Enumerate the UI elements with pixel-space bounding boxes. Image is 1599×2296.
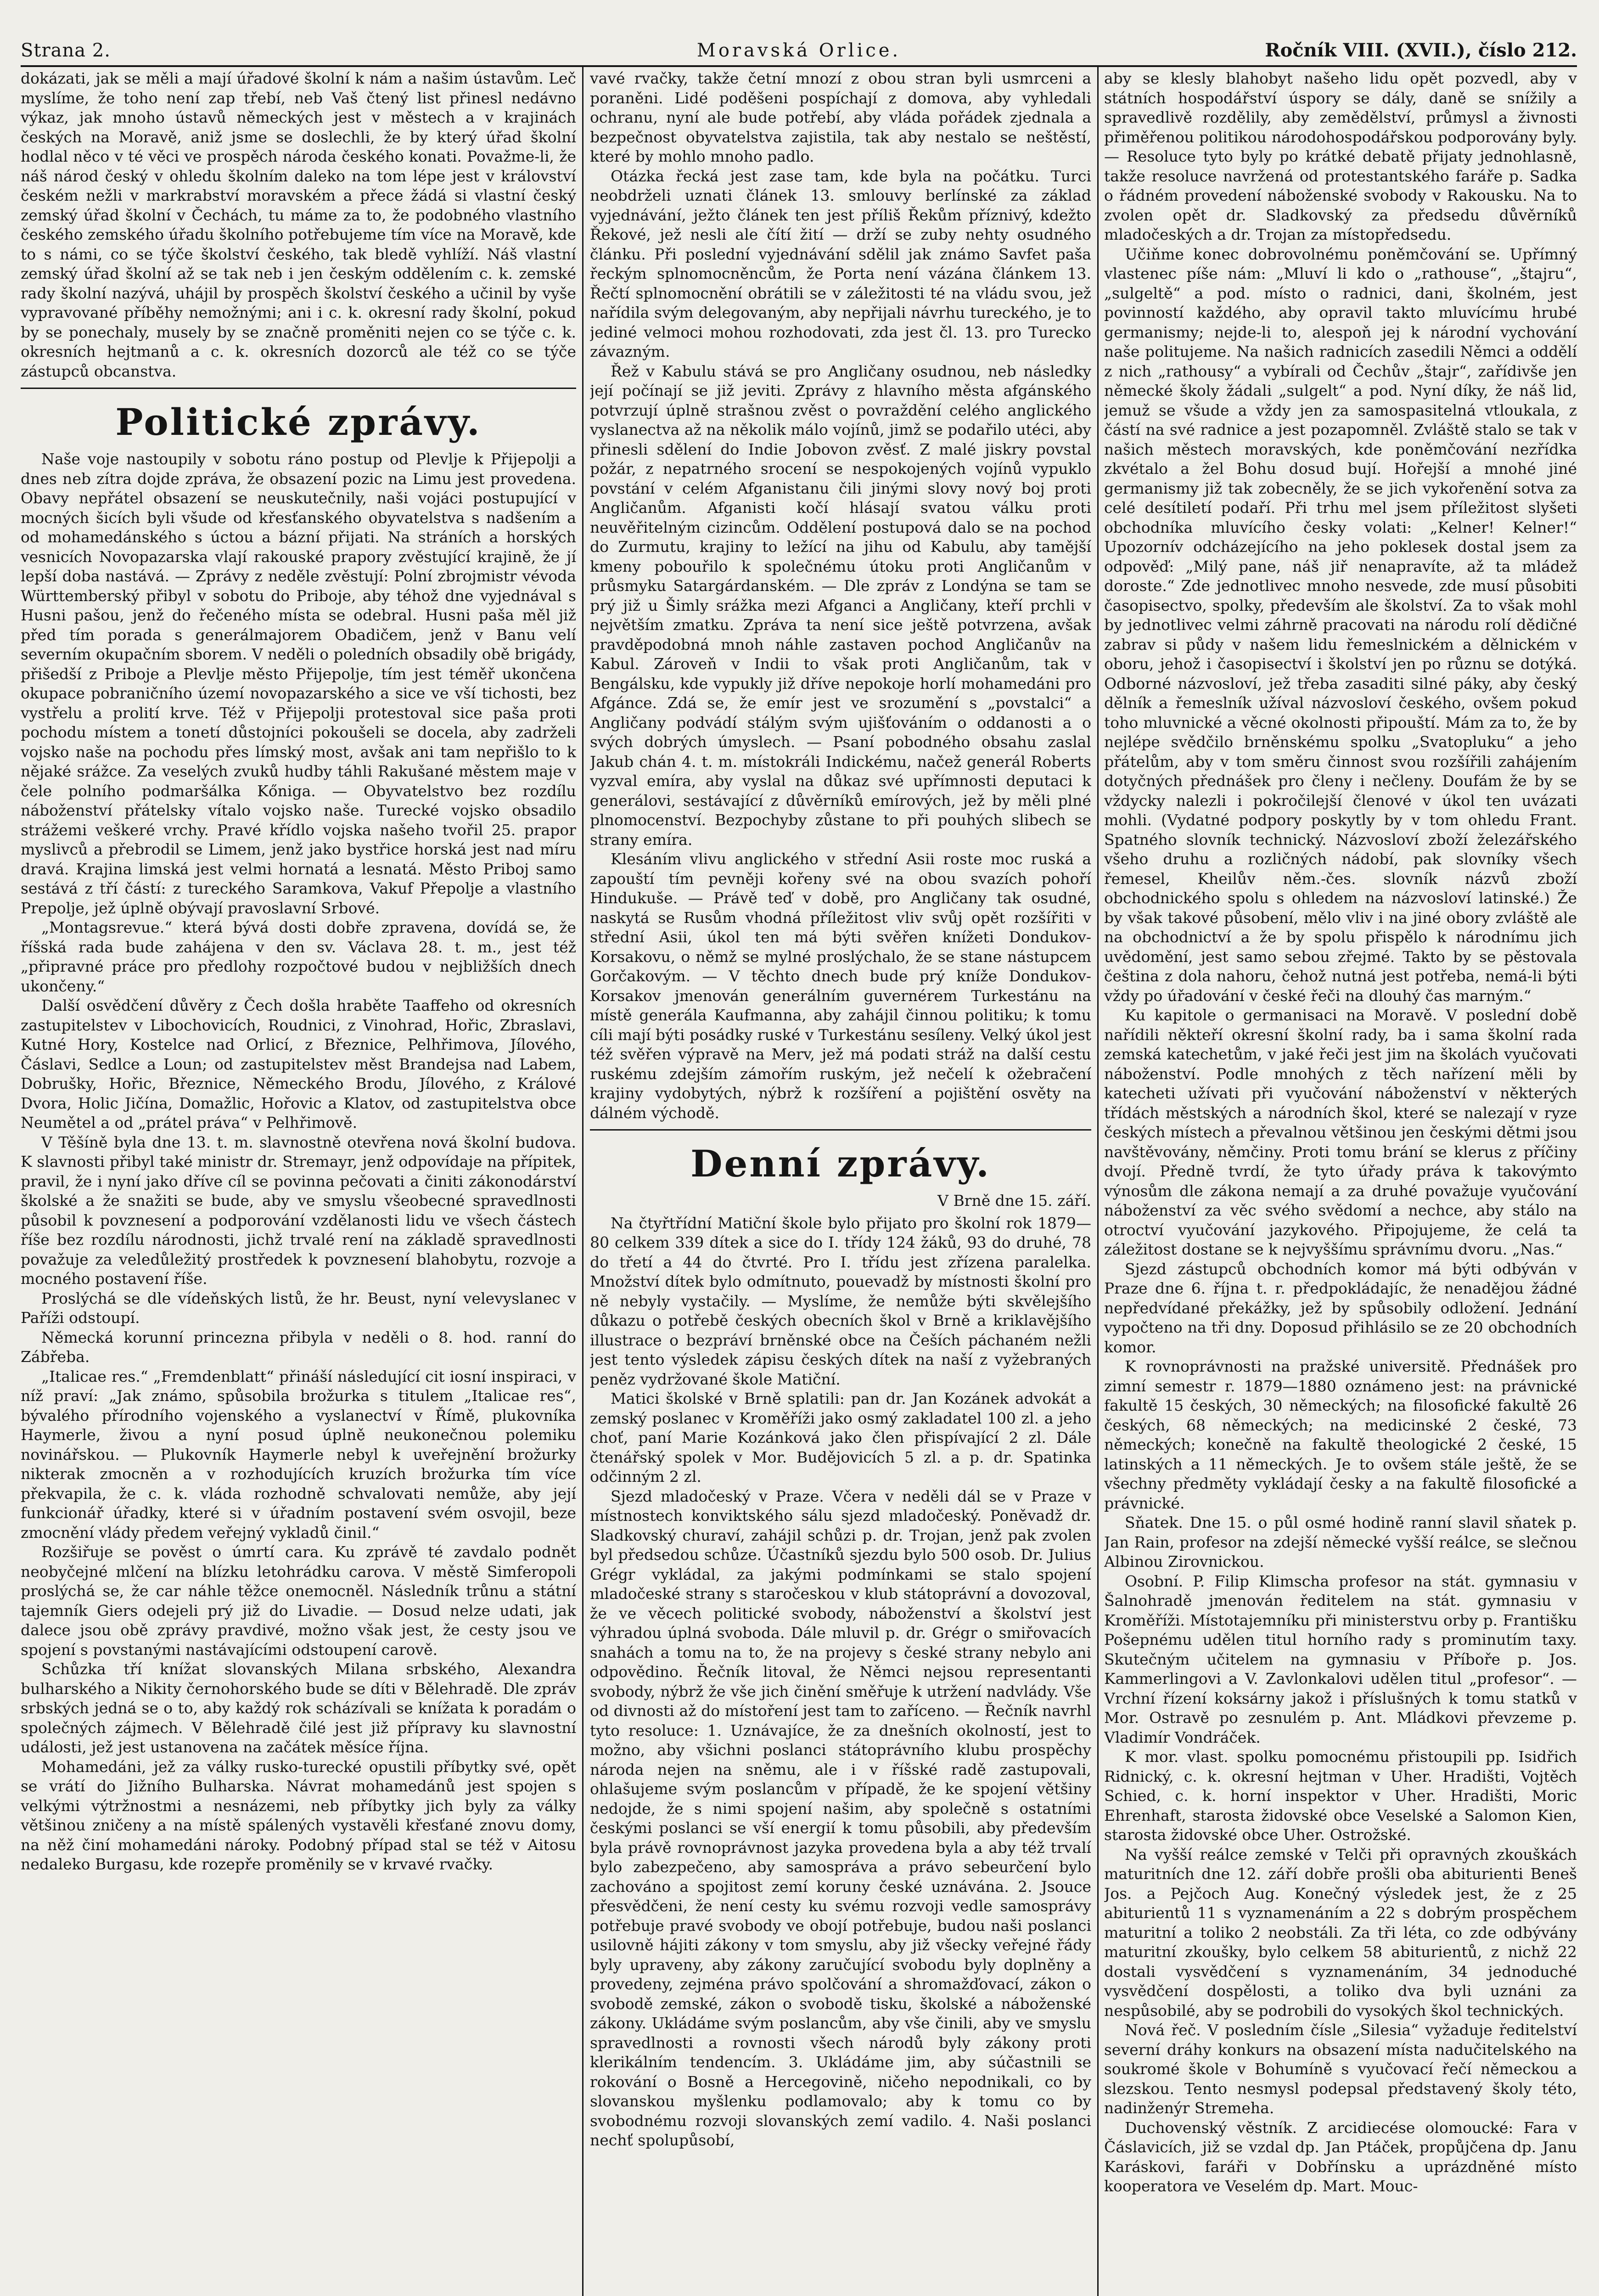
article-paragraph: Sjezd mladočeský v Praze. Včera v neděli dál se v Praze v místnostech konviktského sálu sjezd mladočeský. Poněvadž dr. Sladkovský churaví, zahájil schůzi p. dr. Trojan, jenž pak zvolen byl předsedou schůze. Účastníků sjezdu bylo 500 osob. Dr. Julius Grégr vykládal, za jakými podmínkami se stalo spojení mladočeské strany s staročeskou v klub státoprávní a dovozoval, že ve věcech politické svobody, náboženství a školství jest výhradou úplná svoboda. Dále mluvil p. dr. Grégr o smiřovacích snahách a tomu na to, že na projevy s české strany nebylo ani odpovědino. Řečník litoval, že Němci nejsou representanti svobody, nýbrž že vše jich činění směřuje k utržení nadvlády. Vše od divnosti až do místoření jest tam to zaříceno. — Řečník navrhl tyto resoluce: 1. Uznávajíce, že za dnešních okolností, jest to možno, aby všichni poslanci státoprávního klubu prospěchy národa nejen na sněmu, ale i v říšské radě zastupovali, ohlašujeme svým poslancům v případě, že ke spojení většiny nedojde, že s nimi spojení našim, aby společně s ostatními českými poslanci se vší energií k tomu působili, aby především byla právě rovnoprávnost jazyka provedena byla a aby též trvalí bylo zabezpečeno, aby samospráva a právo sebeurčení bylo zachováno a spojitost zemí koruny české uznávána. 2. Jsouce přesvědčeni, že není cesty ku svému rozvoji vedle samosprávy potřebuje pravé svobody ve obojí potřebuje, budou naši poslanci usilovně hájiti zákony v tom smyslu, aby již všecky veřejné řády byly upraveny, aby zákony zaručující svobodu byly doplněny a provedeny, zejména právo spolčování a shromažďovací, zákon o svobodě zemské, zákon o svobodě tisku, školské a náboženské zákony. Ukládáme svým poslancům, aby vše činili, aby ve smyslu spravedlnosti a rovnosti všech národů byly zákony proti klerikálním tendencím. 3. Ukládáme jim, aby súčastnili se rokování o Bosně a Hercegovině, ničeho nepodnikali, co by slovanskou myšlenku podlamovalo; aby k tomu co by svobodnému rozvoji slovanských zemí vadilo. 4. Naši poslanci nechť spolupůsobí, <box>590 1487 1091 2149</box>
article-paragraph: Otázka řecká jest zase tam, kde byla na počátku. Turci neobdrželi uznati článek 13. smlouvy berlínské za základ vyjednávání, ježto článek ten jest příliš Řekům příznivý, kdežto Řekové, jež nesli ale čítí žití — drží se zuby nehty osudného článku. Při poslední vyjednávání sdělil jak známo Savfet paša řeckým splnomocněncům, že Porta není vázána článkem 13. Řečtí splnomocnění obrátili se v záležitosti té na vládu svou, jež nařídila svým delegovaným, aby nepřijali návrhu tureckého, je to jediné velmoci mohou rozhodovati, zda jest čl. 13. pro Turecko závazným. <box>590 167 1091 360</box>
article-paragraph: Rozšiřuje se pověst o úmrtí cara. Ku zprávě té zavdalo podnět neobyčejné mlčení na blízku letohrádku carova. V městě Simferopoli proslýchá se, že car náhle těžce onemocněl. Následník trůnu a státní tajemník Giers odejeli prý již do Livadie. — Dosud nelze udati, jak dalece jsou obě zprávy pravdivé, možno však jest, že cesty jsou ve spojení s povstanými nastávajícími odstoupení carově. <box>21 1543 576 1659</box>
header-rule <box>21 65 1577 67</box>
page-number: Strana 2. <box>21 40 111 61</box>
column-divider-1 <box>582 67 583 2296</box>
article-paragraph: Další osvědčení důvěry z Čech došla hraběte Taaffeho od okresních zastupitelstev v Libochovicích, Roudnici, z Vinohrad, Hořic, Zbraslavi, Kutné Hory, Kostelce nad Orlicí, z Březnice, Pelhřimova, Jílového, Čáslavi, Sedlce a Loun; od zastupitelstev měst Brandejsa nad Labem, Dobrušky, Hořic, Březnice, Německého Brodu, Jílového, z Králové Dvora, Holic Jičína, Domažlic, Hořovic a Klatov, od zastupitelstva obce Neumětel a od „prátel práva“ v Pelhřimově. <box>21 996 576 1131</box>
page-header <box>21 36 1577 65</box>
article-paragraph: Řež v Kabulu stává se pro Angličany osudnou, neb následky její počínají se již jeviti. Zprávy z hlavního města afgánského potvrzují úplně strašnou zvěst o povraždění celého anglického vyslanectva až na několik málo vojínů, jimž se podařilo utéci, aby přinesli sdělení do Indie Jobovon zvěsť. Z malé jiskry povstal požár, z nepatrného srocení se nespokojených vojínů vypuklo povstání v celém Afganistanu čili jinými slovy nový boj proti Angličanům. Afganisti kočí hlásají svatou válku proti neuvěřitelným cizincům. Oddělení postupová dalo se na pochod do Zurmutu, krajiny to ležící na jihu od Kabulu, aby tamější kmeny pobouřilo k společnému útoku proti Angličanům v průsmyku Satargárdanském. — Dle zpráv z Londýna se tam se prý již u Šimly srážka mezi Afganci a Angličany, kteří prchli v největším zmatku. Zpráva ta není sice ještě potvrzena, avšak pravděpodobná mnoh náhle zastaven pochod Angličanův na Kabul. Zároveň v Indii to však proti Angličanům, tak v Bengálsku, kde vypukly již dříve nepokoje horlí mohamedáni pro Afgánce. Zdá se, že emír jest ve srozumění s „povstalci“ a Angličany podvádí stálým svým ujišťováním o oddanosti a o svých dobrých úmyslech. — Psaní pobodného obsahu zaslal Jakub chán 4. t. m. místokráli Indickému, načež generál Roberts vyzval emíra, aby vyslal na důkaz své upřímnosti deputaci k generálovi, sestávající z důvěrníků emírových, jež by měli plné plnomocenství. Bezpochyby zůstane to při pouhých slibech se strany emíra. <box>590 362 1091 849</box>
article-paragraph: Duchovenský věstník. Z arcidiecése olomoucké: Fara v Čáslavicích, již se vzdal dp. Jan Ptáček, propůjčena dp. Janu Karáskovi, faráři v Dobřínsku a uprázdněné místo kooperatora ve Veselém dp. Mart. Mouc- <box>1104 2118 1577 2195</box>
newspaper-title: Moravská Orlice. <box>696 40 901 61</box>
article-paragraph: Proslýchá se dle vídeňských listů, že hr. Beust, nyní velevyslanec v Paříži odstoupí. <box>21 1289 576 1327</box>
article-paragraph: Klesáním vlivu anglického v střední Asii roste moc ruská a zapouští tím pevněji kořeny své na obou svazích pohoří Hindukuše. — Právě teď v době, pro Angličany tak osudné, naskytá se Rusům vhodná příležitost vliv svůj opět rozšířiti v střední Asii, úkol ten má býti svěřen knížeti Dondukov-Korsakovu, o němž se mylné proslýchalo, že se stane nástupcem Gorčakovým. — V těchto dnech bude prý kníže Dondukov-Korsakov jmenován generálním guvernérem Turkestánu na místě generála Kaufmanna, aby zahájil činnou politiku; k tomu cíli mají býti posádky ruské v Turkestánu sesíleny. Velký úkol jest též svěřen výpravě na Merv, jež má podati stráž na další cestu ruskému zdejším zámořím ruským, jež nečelí k ožebračení krajiny vydobytých, nýbrž k rozšíření a pojištění osvěty na dálném východě. <box>590 850 1091 1122</box>
issue-info: Ročník VIII. (XVII.), číslo 212. <box>1265 39 1577 61</box>
article-paragraph: Naše voje nastoupily v sobotu ráno postup od Plevlje k Přijepolji a dnes neb zítra dojde zpráva, že obsazení pozic na Limu jest provedena. Obavy nepřátel obsazení se neuskutečnily, naši vojáci postupující v mocných šicích byli všude od křesťanského obyvatelstva s nadšením a od mohamedánského s úctou a bázní přijati. Na stráních a horských vesnicích Novopazarska vlají rakouské prapory zvěstující krajině, že jí lepší doba nastává. — Zprávy z neděle zvěstují: Polní zbrojmistr vévoda Württemberský přibyl v sobotu do Priboje, aby téhož dne vyjednával s Husni pašou, jenž do řečeného místa se odebral. Husni paša měl již před tím porada s generálmajorem Obadičem, jenž v Banu velí severním okupačním sborem. V neděli o poledních obsadily obě brigády, přišedší z Priboje a Plevlje město Přijepolje, tím jest téměř ukončena okupace pobraničního území novopazarského a sice ve vší tichosti, bez vystřelu a prolití krve. Též v Přijepolji protestoval sice paša proti pochodu místem a tonetí důstojníci pokoušeli se docela, aby zadrželi vojsko naše na pochodu přes límský most, avšak ani tam nepřišlo to k nějaké srážce. Za veselých zvuků hudby táhli Rakušané městem maje v čele polního podmaršálka Kőniga. — Obyvatelstvo bez rozdílu náboženství přátelsky vítalo vojsko naše. Turecké vojsko obsadilo strážemi veškeré vrchy. Pravé křídlo vojska našeho tvořil 25. prapor myslivců a přebrodil se Limem, jenž jako bystřice horská jest nad míru dravá. Krajina limská jest velmi hornatá a lesnatá. Město Priboj samo sestává z tří částí: z tureckého Saramkova, Vakuf Přepolje a vlastního Prepolje, jež úplně obývají pravoslavní Srbové. <box>21 450 576 917</box>
article-paragraph: Mohamedáni, jež za války rusko-turecké opustili příbytky své, opět se vrátí do Jižního Bulharska. Návrat mohamedánů jest spojen s velkými výtržnostmi a nesnázemi, neb příbytky jich byly za války většinou zničeny a na místě spálených vystavěli křesťané znovu domy, na něž činí mohamedáni nároky. Podobný případ stal se též v Aitosu nedaleko Burgasu, kde rozepře proměnily se v krvavé rvačky. <box>21 1757 576 1873</box>
article-paragraph: Nová řeč. V posledním čísle „Silesia“ vyžaduje ředitelství severní dráhy konkurs na obsazení místa nadučitelského na soukromé škole v Bohumíně s vyučovací řečí německou a slezskou. Tento nesmysl podepsal představený školy této, nadinženýr Stremeha. <box>1104 2021 1577 2117</box>
article-paragraph: Německá korunní princezna přibyla v neděli o 8. hod. ranní do Zábřeba. <box>21 1328 576 1366</box>
article-continuation: vavé rvačky, takže četní mnozí z obou stran byli usmrceni a poraněni. Lidé poděšeni pospíchají z domova, aby vyhledali ochranu, nyní ale bude potřebí, aby vláda pořádek zjednala a bezpečnost obyvatelstva zajistila, tak aby nestalo se neštěstí, které by mohlo mnoho padlo. <box>590 69 1091 165</box>
article-paragraph: Schůzka tří knížat slovanských Milana srbského, Alexandra bulharského a Nikity černohorského bude se díti v Bělehradě. Dle zpráv srbských jedná se o to, aby každý rok scházívali se knížata k poradám o společných zájmech. V Bělehradě čilé jest již přípravy ku slavnostní události, jež jest ustanovena na začátek měsíce října. <box>21 1660 576 1756</box>
separator <box>21 388 576 389</box>
section-title-daily: Denní zprávy. <box>690 1142 991 1185</box>
column-divider-2 <box>1097 67 1099 2296</box>
article-continuation: aby se klesly blahobyt našeho lidu opět pozvedl, aby v státních hospodářství úspory se dály, daně se snížily a spravedlivě rozdělily, aby zemědělství, průmysl a živnosti přiměřenou politikou národohospodářskou podporovány byly. — Resoluce tyto byly po krátké debatě přijaty jednohlasně, takže resoluce navržená od protestantského faráře p. Sadka o řádném provedení náboženské svobody v Rakousku. Na to zvolen opět dr. Sladkovský za předsedu důvěrníků mladočeských a dr. Trojan za místopředsedu. <box>1104 69 1577 243</box>
article-paragraph: „Montagsrevue.“ která bývá dosti dobře zpravena, dovídá se, že říšská rada bude zahájena v den sv. Václava 28. t. m., jest též „připravné práce pro předlohy rozpočtové budou v nejbližších dnech ukončeny.“ <box>21 918 576 995</box>
article-paragraph: Sňatek. Dne 15. o půl osmé hodině ranní slavil sňatek p. Jan Rain, profesor na zdejší německé vyšší reálce, se slečnou Albinou Zirovnickou. <box>1104 1514 1577 1570</box>
article-paragraph: Osobní. P. Filip Klimscha profesor na stát. gymnasiu v Šalnohradě jmenován ředitelem na stát. gymnasiu v Kroměříži. Místotajemníku při ministerstvu orby p. Františku Pošepnému udělen titul horního rady s prominutím taxy. Skutečným učitelem na gymnasiu v Příboře p. Jos. Kammerlingovi a V. Zavlonkalovi udělen titul „profesor“. — Vrchní řízení koksárny jakož i příslušných k tomu statků v Mor. Ostravě po zesnulém p. Ant. Mládkovi převzeme p. Vladimír Vondráček. <box>1104 1572 1577 1746</box>
article-paragraph: Sjezd zástupců obchodních komor má býti odbýván v Praze dne 6. října t. r. předpokládajíc, že nenadějou žádné nepředvídané překážky, jež by spůsobily odložení. Jednání vypočteno na tři dny. Doposud přihlásilo se ze 20 obchodních komor. <box>1104 1260 1577 1356</box>
article-paragraph: Ku kapitole o germanisaci na Moravě. V poslední době nařídili někteří okresní školní rady, ba i sama školní rada zemská katechetům, v jaké řeči jest jim na školách vyučovati náboženství. Podle mnohých z těch nařízení měli by katecheti užívati při vyučování náboženství v některých třídách městských a národních škol, které se nalezají v ryze českých místech a převalnou většinou jen českými dětmi jsou navštěvovány, němčiny. Proti tomu brání se klerus z příčiny dvojí. Předně tvrdí, že tyto úřady práva k takovýmto výnosům dle zákona nemají a za druhé považuje vyučování náboženství za věc svého svědomí a nechce, aby stálo na otroctví vyučování jazykového. Připojujeme, že celá ta záležitost dostane se k nejvyššímu správnímu dvoru. „Nas.“ <box>1104 1006 1577 1258</box>
section-title-political: Politické zprávy. <box>115 400 482 444</box>
column-1 <box>21 69 576 2296</box>
article-paragraph: Učiňme konec dobrovolnému poněmčování se. Upřímný vlastenec píše nám: „Mluví li kdo o „rathouse“, „štajru“, „sulgeltě“ a pod. místo o radnici, dani, školném, jest povinností každého, aby opravil takto mluvícímu hrubé germanismy; nejde-li to, alespoň jej k národní vychování naše politujeme. Na našich radnicích zasedili Němci a oddělí z nich „rathousy“ a vybírali od Čechův „štajr“, zařídivše jen německé školy žádali „sulgelt“ a pod. Nyní díky, že náš lid, jemuž se všude a vždy jen za samospasitelná vtloukala, z částí na své radnice a jest pozapomněl. Zvláště stalo se tak v našich městech moravských, kde poněmčování nezřídka zkvétalo a žel Bohu dosud bují. Hořejší a mnohé jiné germanismy již tak zobecněly, že se jich vykořenění sotva za celé desítiletí podaří. Při trhu mel jsem příležitost slyšeti obchodníka mluvícího česky volati: „Kelner! Kelner!“ Upozornív odcházejícího na jeho poklesek dostal jsem za odpověď: „Milý pane, náš jiř nenapravíte, až ta mládež doroste.“ Zde jednotlivec mnoho nesvede, zde musí působiti časopisectvo, spolky, především ale školství. Za to však mohl by jednotlivec velmi záhrně pracovati na národu rolí dědičné zabrav si půdy v našem lidu řemeslnickém a dělnickém v oboru, jehož i časopisectví i školství jen po různu se dotýká. Odborné názvosloví, jež třeba zasaditi silné páky, aby český dělník a řemeslník užíval názvosloví českého, ovšem pokud toho mluvnické a věcné okolnosti připouští. Mám za to, že by nejlépe svědčilo brněnskému spolku „Svatopluku“ a jeho přátelům, aby v tom směru činnost svou rozšířili zahájením dotyčných přednášek pro členy i nečleny. Doufám že by se vždycky nalezli i pokročilejší členové v úkol ten uvázati mohli. (Vydatné podpory poskytly by v tom ohledu Frant. Spatného slovník technický. Názvosloví zboží železářského všeho druhu a rozličných nádobí, pak slovníky všech řemesel, Kheilův něm.-čes. slovník názvů zboží obchodnického spolu s ohledem na názvosloví latinské.) Že by však takové působení, mělo vliv i na jiné obory zvláště ale na obchodnictví a že by spolu přispělo k národnímu jich uvědomění, jest samo sebou zřejmé. Takto by se pěstovala čeština z dola nahoru, čehož nutná jest potřeba, nemá-li býti vždy po úřadování v české řeči na dlouhý čas marným.“ <box>1104 245 1577 1005</box>
article-paragraph: „Italicae res.“ „Fremdenblatt“ přináší následující cit iosní inspiraci, v níž praví: „Jak známo, spůsobila brožurka s titulem „Italicae res“, bývalého přírodního vojenského a vyslanectví v Římě, plukovníka Haymerle, živou a nyní posud úplně neukonečnou polemiku novinářskou. — Plukovník Haymerle nebyl k uveřejnění brožurky nikterak zmocněn a v rozhodujících kruzích brožurka tím více překvapila, že c. k. vláda rozhodně schvalovati nemůže, aby její funkcionář úřadky, které si v úřadním postavení svém osvojil, beze zmocnění vlády předem veřejný vykladů činil.“ <box>21 1367 576 1542</box>
article-continuation: dokázati, jak se měli a mají úřadové školní k nám a našim ústavům. Leč myslíme, že toho není zap třebí, neb Vaš čtený list přinesl nedávno výkaz, jak mnoho ústavů německých jest v městech a v krajinách českých na Moravě, aniž jsme se doslechli, že by který úřad školní hodlal něco v té věci ve prospěch národa českého konati. Považme-li, že náš národ český v ohledu školním daleko na tom lépe jest v království českém nežli v markrabství moravském a přece žádá si vlastní český zemský úřad školní v Čechách, tu máme za to, že podobného vlastního českého zemského úřadu školního potřebujeme tím více na Moravě, kde to s námi, co se týče školství českého, tak bledě vyhlíží. Náš vlastní zemský úřad školní až se tak neb i jen českým oddělením c. k. zemské rady školní nazývá, uhájil by prospěch školství českého a učinil by vyše vypravované příběhy nemožnými; ani i c. k. okresní rady školní, pokud by se ponechaly, musely by se značně proměniti nejen co se týče c. k. okresních hejtmanů a c. k. okresních dozorců ale též co se týče zástupců obcanstva. <box>21 69 576 380</box>
article-paragraph: Na vyšší reálce zemské v Telči při opravných zkouškách maturitních dne 12. září dobře prošli oba abiturienti Beneš Jos. a Pejčoch Aug. Konečný výsledek jest, že z 25 abiturientů 11 s vyznamenáním a 22 s dobrým prospěchem maturitní a toliko 2 neobstáli. Za tři léta, co zde odbývány maturitní zkoušky, bylo celkem 58 abiturientů, z nichž 22 dostali vysvědčení s vyznamenáním, 34 jednoduché vysvědčení dospělosti, a toliko dva byli uznáni za nespůsobilé, aby se podrobili do vysokých škol technických. <box>1104 1845 1577 2020</box>
article-paragraph: K mor. vlast. spolku pomocnému přistoupili pp. Isidřich Ridnický, c. k. okresní hejtman v Uher. Hradišti, Vojtěch Schied, c. k. horní inspektor v Uher. Hradišti, Moric Ehrenhaft, starosta židovské obce Veselské a Salomon Kien, starosta židovské obce Uher. Ostrožské. <box>1104 1748 1577 1844</box>
article-paragraph: Matici školské v Brně splatili: pan dr. Jan Kozánek advokát a zemský poslanec v Kroměříži jako osmý zakladatel 100 zl. a jeho choť, paní Marie Kozánková jako člen přispívající 2 zl. Dále čtenářský spolek v Mor. Budějovicích 5 zl. a p. dr. Spatinka odčinným 2 zl. <box>590 1390 1091 1486</box>
column-3 <box>1104 69 1577 2296</box>
article-paragraph: V Těšíně byla dne 13. t. m. slavnostně otevřena nová školní budova. K slavnosti přibyl také ministr dr. Stremayr, jenž odpovídaje na přípitek, pravil, že i nyní jako dříve cíl se povinna pečovati a činiti zákonodárství školské a že snažiti se bude, aby ve smyslu všeobecné spravedlnosti působil k povznesení a podporování vzdělanosti lidu ve všech částech říše bez rozdílu národnosti, jichž trvalé rení na základě spravedlnosti považuje za veledůležitý prostředek k povznesení blahobytu, rozvoje a mocného postavení říše. <box>21 1133 576 1288</box>
column-2 <box>590 69 1091 2296</box>
dateline: V Brně dne 15. září. <box>937 1192 1091 1210</box>
separator <box>590 1129 1091 1131</box>
article-paragraph: K rovnoprávnosti na pražské universitě. Přednášek pro zimní semestr r. 1879—1880 oznámeno jest: na právnické fakultě 15 českých, 30 německých; na filosofické fakultě 26 českých, 68 německých; na medicinské 2 české, 73 německých; konečně na fakultě theologické 2 české, 15 latinských a 11 německých. Je to ovšem stále ještě, že se všechny předměty vykládají česky a na fakultě filosofické a právnické. <box>1104 1357 1577 1512</box>
article-paragraph: Na čtyřtřídní Matiční škole bylo přijato pro školní rok 1879—80 celkem 339 dítek a sice do I. třídy 124 žáků, 93 do druhé, 78 do třetí a 44 do čtvrté. Pro I. třídu jest zřízena paralelka. Množství dítek bylo odmítnuto, pouevadž by místnosti školní pro ně nebyly vystačily. — Myslíme, že nemůže býti skvělejšího důkazu o potřebě českých obecních škol v Brně a kriklavějšího illustrace o bezpráví brněnské obce na Češích páchaném nežli jest tento výsledek zápisu českých dítek na naší z vyžebraných peněz vydržované škole Matiční. <box>590 1214 1091 1388</box>
